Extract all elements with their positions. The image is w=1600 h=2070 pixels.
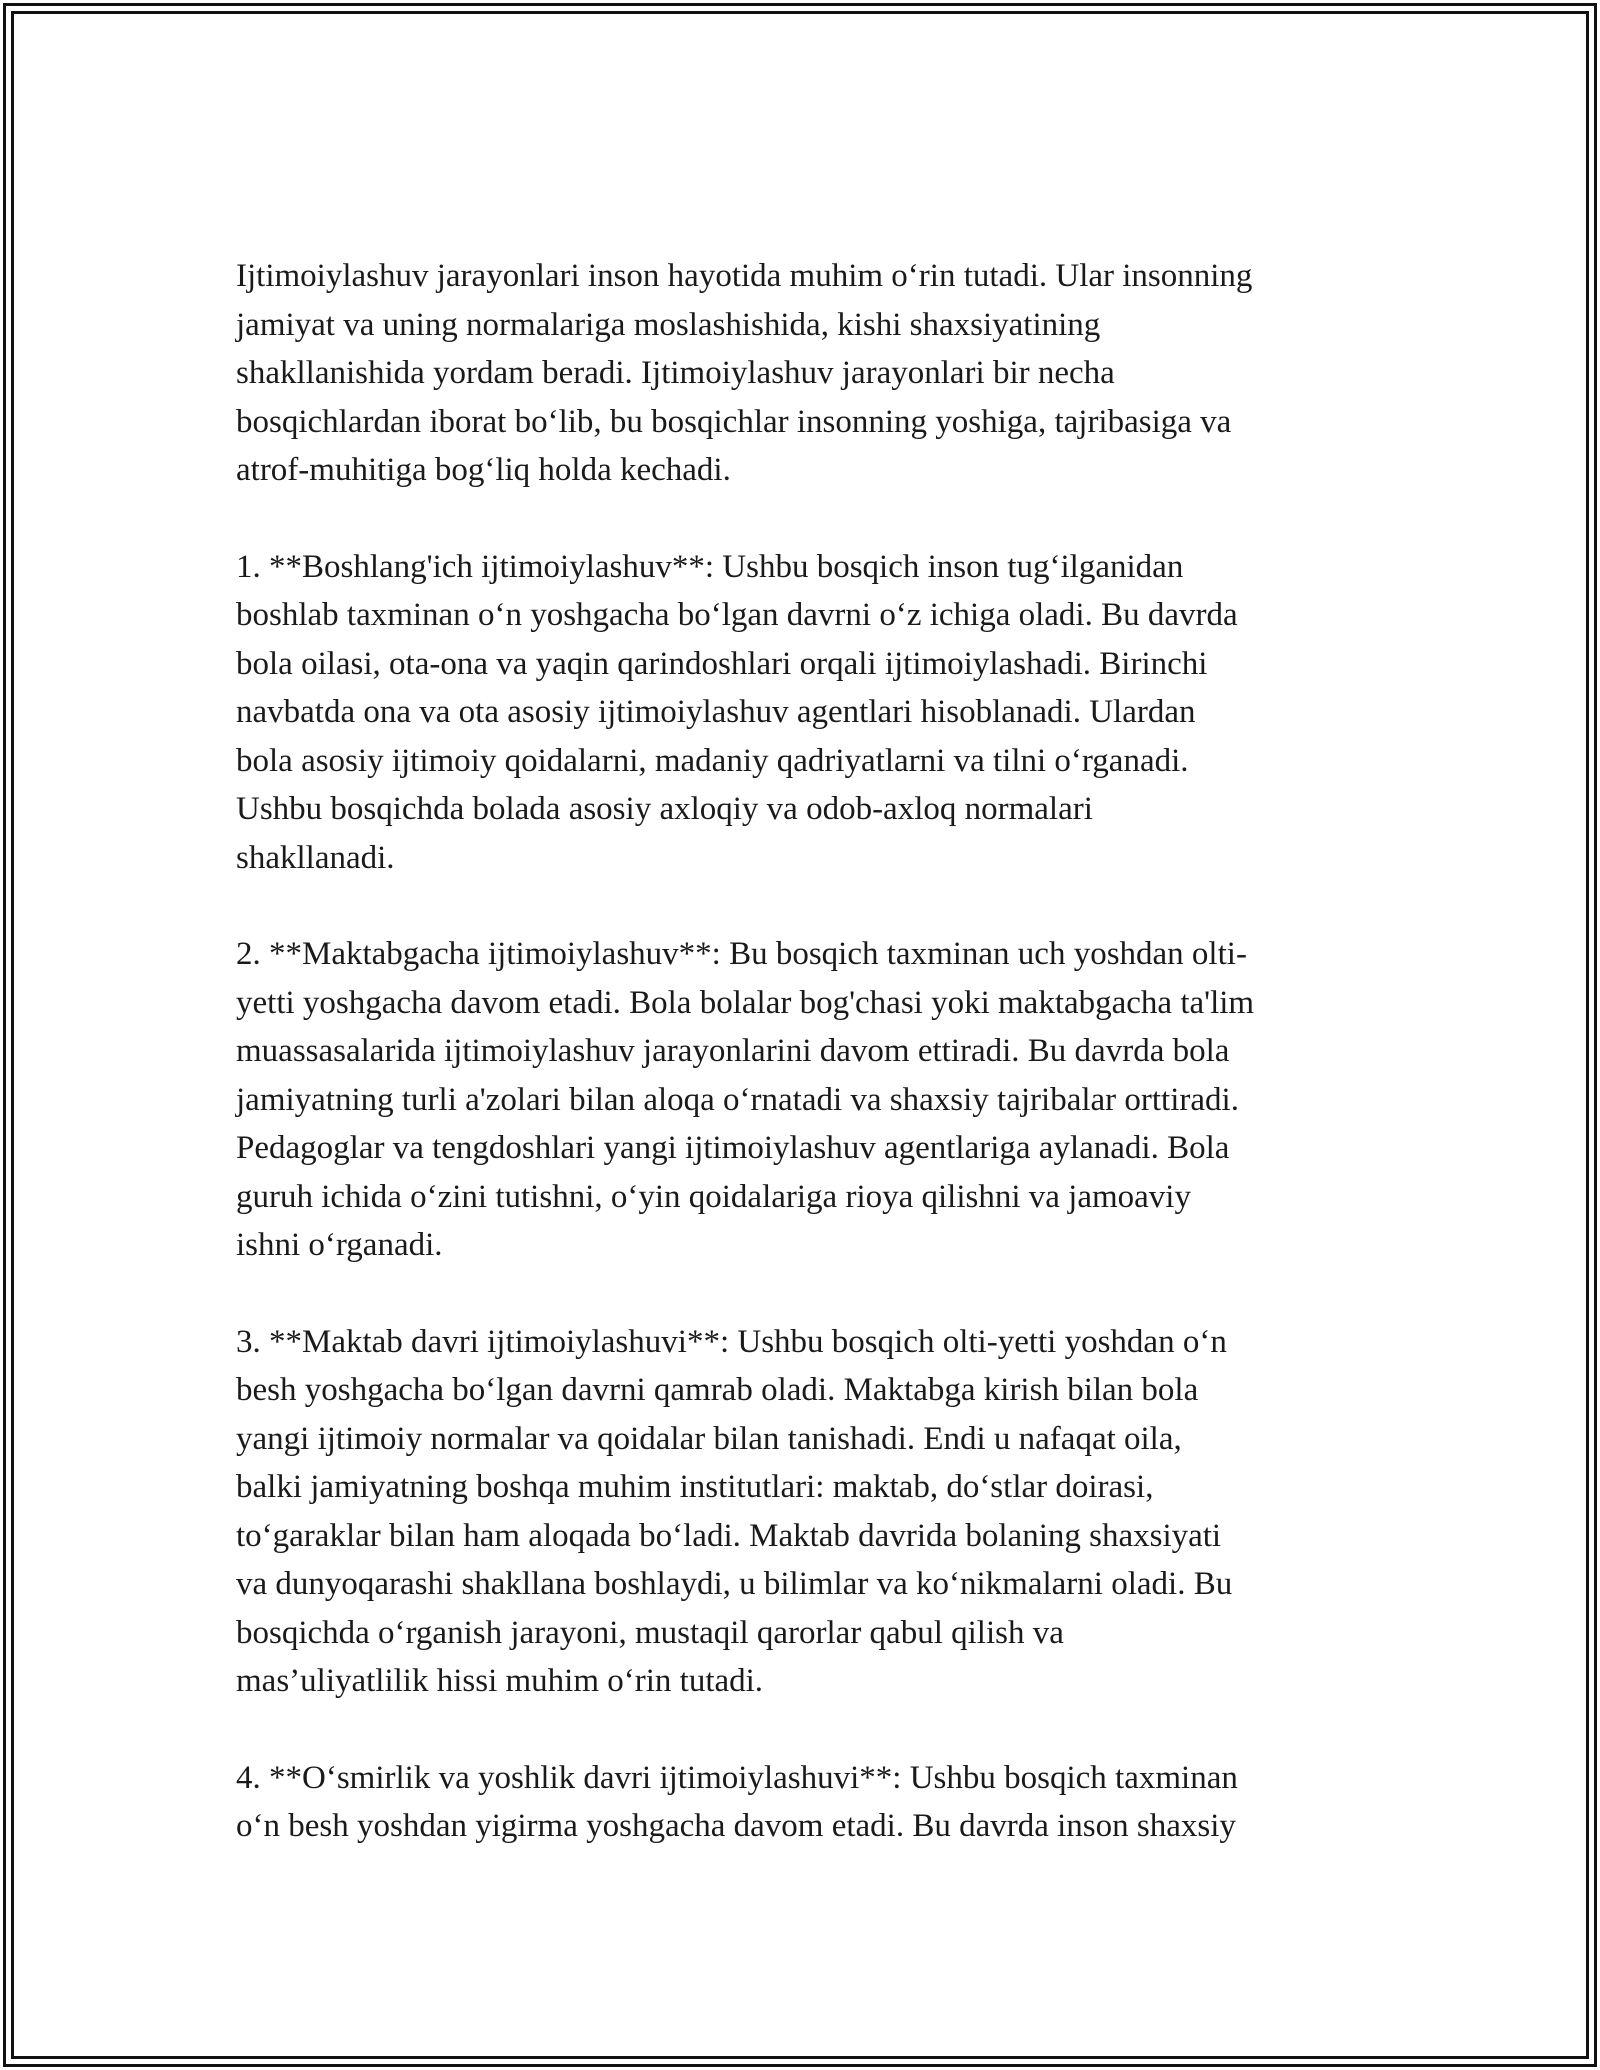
document-body	[236, 252, 1376, 1899]
section-3-paragraph: 3. **Maktab davri ijtimoiylashuvi**: Ushbu bosqich olti-yetti yoshdan o‘n besh yoshgacha bo‘lgan davrni qamrab oladi. Maktabga kirish bilan bola yangi ijtimoiy normalar va qoidalar bilan tanishadi. Endi u nafaqat oila, balki jamiyatning boshqa muhim institutlari: maktab, do‘stlar doirasi, to‘garaklar bilan ham aloqada bo‘ladi. Maktab davrida bolaning shaxsiyati va dunyoqarashi shakllana boshlaydi, u bilimlar va ko‘nikmalarni oladi. Bu bosqichda o‘rganish jarayoni, mustaqil qarorlar qabul qilish va mas’uliyatlilik hissi muhim o‘rin tutadi.	[236, 1323, 1233, 1699]
section-2-paragraph: 2. **Maktabgacha ijtimoiylashuv**: Bu bosqich taxminan uch yoshdan olti- yetti yoshgacha davom etadi. Bola bolalar bog'chasi yoki maktabgacha ta'lim muassasalarida ijtimoiylashuv jarayonlarini davom ettiradi. Bu davrda bola jamiyatning turli a'zolari bilan aloqa o‘rnatadi va shaxsiy tajribalar orttiradi. Pedagoglar va tengdoshlari yangi ijtimoiylashuv agentlariga aylanadi. Bola guruh ichida o‘zini tutishni, o‘yin qoidalariga rioya qilishni va jamoaviy ishni o‘rganadi.	[236, 936, 1255, 1263]
intro-paragraph: Ijtimoiylashuv jarayonlari inson hayotida muhim o‘rin tutadi. Ular insonning jamiyat va uning normalariga moslashishida, kishi shaxsiyatining shakllanishida yordam beradi. Ijtimoiylashuv jarayonlari bir necha bosqichlardan iborat bo‘lib, bu bosqichlar insonning yoshiga, tajribasiga va atrof-muhitiga bog‘liq holda kechadi.	[236, 258, 1253, 488]
section-4-paragraph: 4. **O‘smirlik va yoshlik davri ijtimoiylashuvi**: Ushbu bosqich taxminan o‘n besh yoshdan yigirma yoshgacha davom etadi. Bu davrda inson shaxsiy	[236, 1759, 1238, 1844]
section-1-paragraph: 1. **Boshlang'ich ijtimoiylashuv**: Ushbu bosqich inson tug‘ilganidan boshlab taxminan o‘n yoshgacha bo‘lgan davrni o‘z ichiga oladi. Bu davrda bola oilasi, ota-ona va yaqin qarindoshlari orqali ijtimoiylashadi. Birinchi navbatda ona va ota asosiy ijtimoiylashuv agentlari hisoblanadi. Ulardan bola asosiy ijtimoiy qoidalarni, madaniy qadriyatlarni va tilni o‘rganadi. Ushbu bosqichda bolada asosiy axloqiy va odob-axloq normalari shakllanadi.	[236, 548, 1238, 876]
